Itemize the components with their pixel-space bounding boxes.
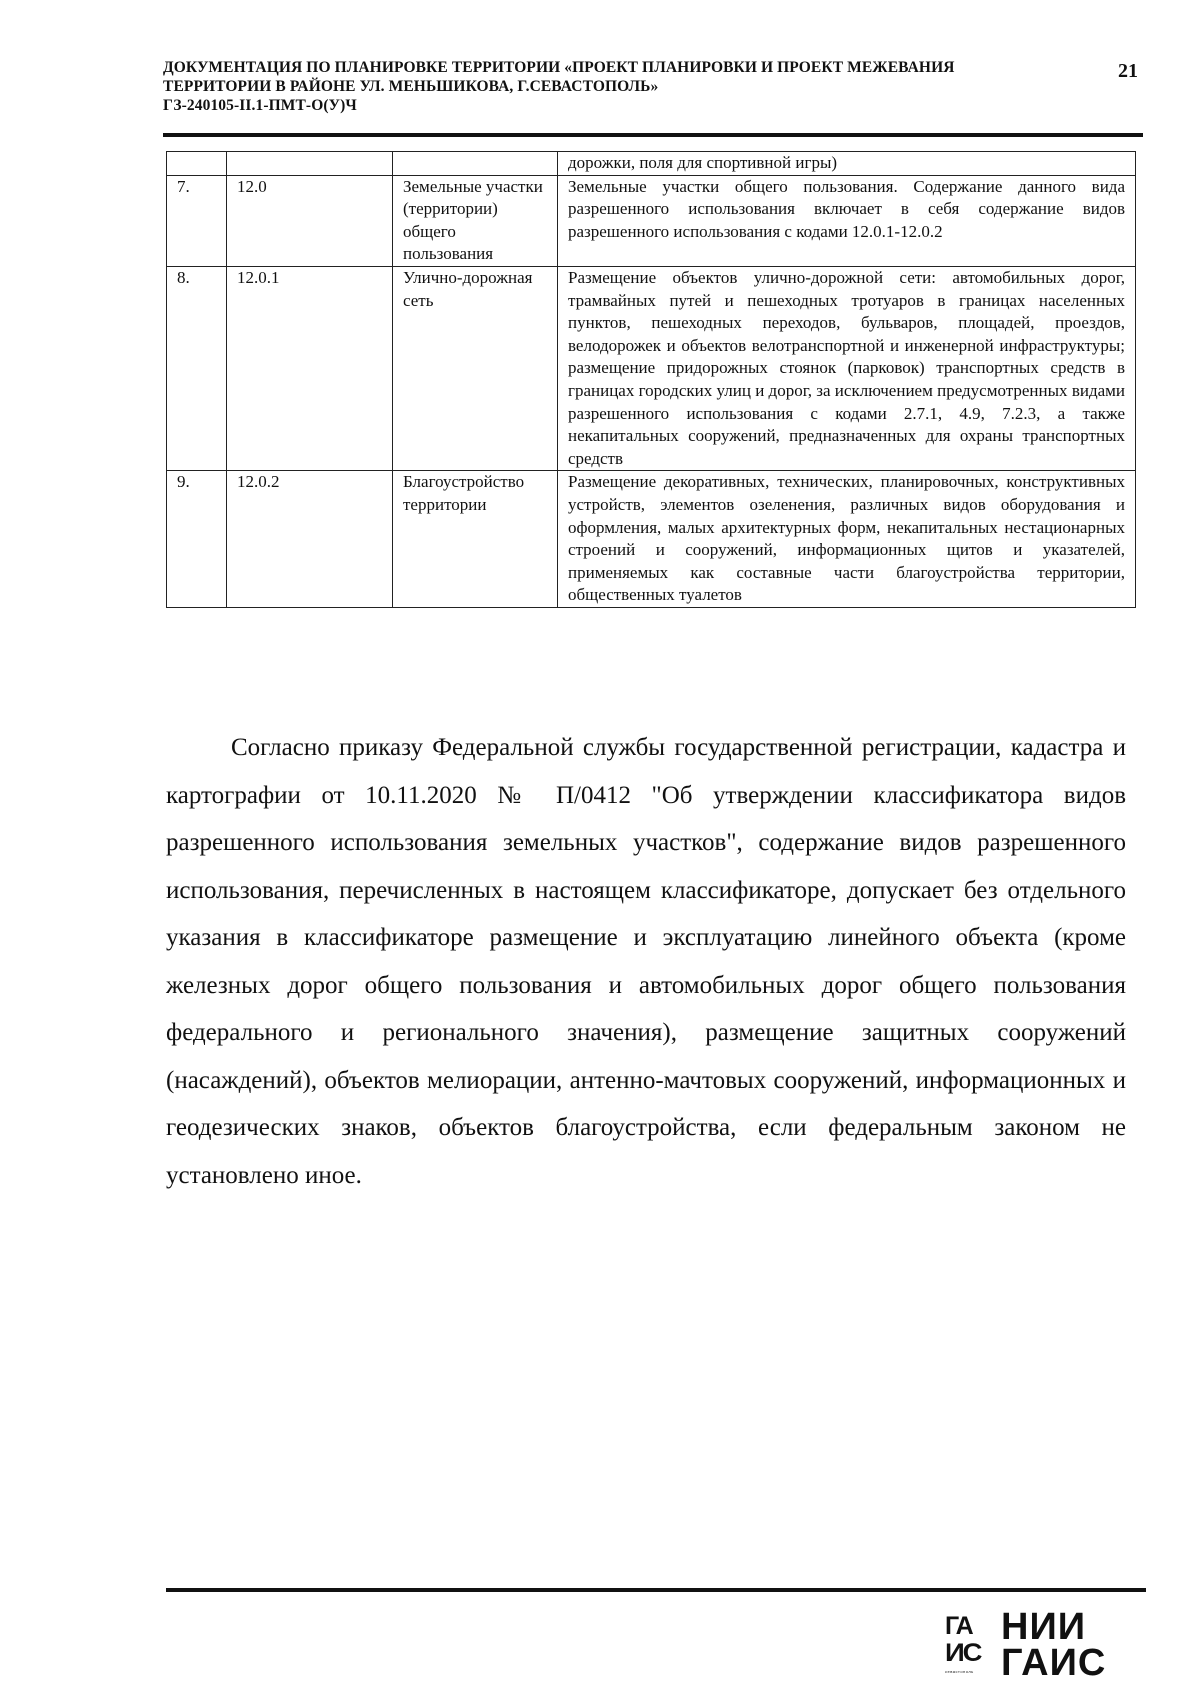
table-cell-desc: Размещение объектов улично-дорожной сети: автомобильных дорог, трамвайных путей и пешеходных тротуаров в границах населенных пунктов, пешеходных переходов, бульваров, площадей, проездов, велодорожек и объектов велотранспортной и инженерной инфраструктуры; размещение придорожных стоянок (парковок) транспортных средств в границах городских улиц и дорог, за исключением предусмотренных видами разрешенного использования с кодами 2.7.1, 4.9, 7.2.3, а также некапитальных сооружений, предназначенных для охраны транспортных средств bbox=[558, 266, 1136, 470]
logo-caption: севастополь bbox=[945, 1669, 974, 1674]
logo-mark-top: ГА bbox=[945, 1612, 972, 1640]
header-line-2: ТЕРРИТОРИИ В РАЙОНЕ УЛ. МЕНЬШИКОВА, Г.СЕВАСТОПОЛЬ» bbox=[163, 78, 659, 95]
table-cell-num bbox=[167, 152, 227, 176]
body-paragraph bbox=[166, 724, 1126, 1199]
table-cell-name: Земельные участки (территории) общего пользования bbox=[393, 175, 558, 266]
table-cell-name: Улично-дорожная сеть bbox=[393, 266, 558, 470]
page-number: 21 bbox=[1118, 60, 1138, 82]
header-document-code: ГЗ-240105-II.1-ПМТ-О(У)Ч bbox=[163, 97, 357, 114]
table-cell-desc: дорожки, поля для спортивной игры) bbox=[558, 152, 1136, 176]
logo-mark-bottom: ИС bbox=[945, 1639, 981, 1667]
table-cell-num: 7. bbox=[167, 175, 227, 266]
table-cell-num: 8. bbox=[167, 266, 227, 470]
table-cell-desc: Земельные участки общего пользования. Содержание данного вида разрешенного использования включает в себя содержание видов разрешенного использования с кодами 12.0.1-12.0.2 bbox=[558, 175, 1136, 266]
table-cell-code: 12.0 bbox=[227, 175, 393, 266]
logo-mark-icon bbox=[945, 1613, 991, 1675]
table-cell-num: 9. bbox=[167, 471, 227, 608]
header-divider bbox=[163, 133, 1143, 137]
table-cell-desc: Размещение декоративных, технических, планировочных, конструктивных устройств, элементов озеленения, различных видов оборудования и оформления, малых архитектурных форм, некапитальных нестационарных строений и сооружений, информационных щитов и указателей, применяемых как составные части благоустройства территории, общественных туалетов bbox=[558, 471, 1136, 608]
table-row bbox=[167, 471, 1136, 608]
footer-divider bbox=[166, 1588, 1146, 1592]
body-paragraph-text: Согласно приказу Федеральной службы государственной регистрации, кадастра и картографии от 10.11.2020 № П/0412 "Об утверждении классификатора видов разрешенного использования земельных участков", содержание видов разрешенного использования, перечисленных в настоящем классификаторе, допускает без отдельного указания в классификаторе размещение и эксплуатацию линейного объекта (кроме железных дорог общего пользования и автомобильных дорог общего пользования федерального и регионального значения), размещение защитных сооружений (насаждений), объектов мелиорации, антенно-мачтовых сооружений, информационных и геодезических знаков, объектов благоустройства, если федеральным законом не установлено иное. bbox=[166, 734, 1126, 1189]
logo-name-line-1: НИИ bbox=[1001, 1606, 1087, 1648]
table-row bbox=[167, 175, 1136, 266]
header-line-1: ДОКУМЕНТАЦИЯ ПО ПЛАНИРОВКЕ ТЕРРИТОРИИ «ПРОЕКТ ПЛАНИРОВКИ И ПРОЕКТ МЕЖЕВАНИЯ bbox=[163, 59, 955, 76]
logo-name-line-2: ГАИС bbox=[1001, 1642, 1107, 1684]
logo-name bbox=[1001, 1606, 1107, 1684]
table-cell-code bbox=[227, 152, 393, 176]
document-header bbox=[163, 58, 1143, 115]
land-use-classification-table bbox=[166, 151, 1136, 608]
table-cell-name bbox=[393, 152, 558, 176]
table-row bbox=[167, 266, 1136, 470]
table-row-continuation bbox=[167, 152, 1136, 176]
table-cell-code: 12.0.1 bbox=[227, 266, 393, 470]
company-logo bbox=[945, 1606, 1135, 1684]
table-cell-name: Благоустройство территории bbox=[393, 471, 558, 608]
table-cell-code: 12.0.2 bbox=[227, 471, 393, 608]
